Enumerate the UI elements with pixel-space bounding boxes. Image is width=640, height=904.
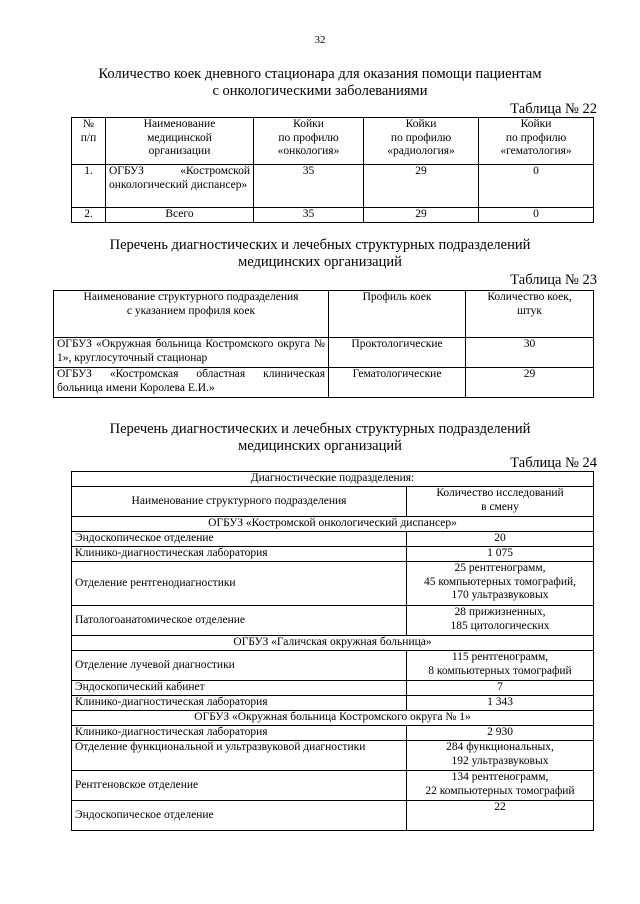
table23-header-cell — [54, 291, 329, 338]
table24-group-row — [72, 517, 594, 532]
table24-title — [60, 421, 580, 455]
table24-cell: 25 рентгенограмм, 45 компьютерных томографий, 170 ультразвуковых — [407, 562, 594, 606]
table22-cell: 0 — [479, 165, 594, 208]
table23-title-line2: медицинских организаций — [238, 254, 402, 270]
table23-cell: 29 — [466, 368, 594, 398]
table24-cell: Патологоанатомическое отделение — [72, 606, 407, 636]
table22-cell: 0 — [479, 208, 594, 223]
table23-cell: ОГБУЗ «Окружная больница Костромского округа № 1», круглосуточный стационар — [54, 338, 329, 368]
table24-cell: Эндоскопический кабинет — [72, 681, 407, 696]
table23-header-text: Профиль коек — [362, 291, 432, 303]
table24-group-name: ОГБУЗ «Окружная больница Костромского округа № 1» — [72, 711, 594, 726]
table24-cell: Эндоскопическое отделение — [72, 801, 407, 831]
table24-top-header: Диагностические подразделения: — [72, 472, 594, 487]
table24-group-row — [72, 711, 594, 726]
table22-title-line2: с онкологическими заболеваниями — [212, 83, 428, 99]
table24-title-line2: медицинских организаций — [238, 438, 402, 454]
table24-title-line1: Перечень диагностических и лечебных структурных подразделений — [109, 421, 531, 437]
table23-row — [54, 338, 594, 368]
page-number: 32 — [314, 34, 326, 46]
table24-row — [72, 547, 594, 562]
table24-cell: Эндоскопическое отделение — [72, 532, 407, 547]
table24-cell: 22 — [407, 801, 594, 831]
table22-cell: 29 — [364, 165, 479, 208]
table24-top-header-row — [72, 472, 594, 487]
table24-row — [72, 562, 594, 606]
table23-cell: Проктологические — [329, 338, 466, 368]
table22-label: Таблица № 22 — [510, 101, 597, 117]
table24-cell: 115 рентгенограмм, 8 компьютерных томографий — [407, 651, 594, 681]
table24-row — [72, 741, 594, 771]
table22-header-cell — [72, 118, 106, 165]
table22-header-text: Койки по профилю «гематология» — [500, 118, 572, 157]
table24-header-cell: Количество исследований в смену — [407, 487, 594, 517]
table23-header-text: Количество коек, штук — [487, 291, 572, 317]
table23-header-cell — [466, 291, 594, 338]
table24-cell: Клинико-диагностическая лаборатория — [72, 547, 407, 562]
table22-header-text: Койки по профилю «радиология» — [387, 118, 455, 157]
table22-cell: 35 — [254, 165, 364, 208]
table22-header-text: Наименование медицинской организации — [143, 118, 216, 157]
table22-cell: ОГБУЗ «Костромской онкологический диспансер» — [106, 165, 254, 208]
table24-cell: Отделение лучевой диагностики — [72, 651, 407, 681]
table24-cell: Отделение функциональной и ультразвуковой диагностики — [72, 741, 407, 771]
table24-group-name: ОГБУЗ «Костромской онкологический диспансер» — [72, 517, 594, 532]
table24-header-cell: Наименование структурного подразделения — [72, 487, 407, 517]
table23-label: Таблица № 23 — [510, 272, 597, 288]
table22-cell: 2. — [72, 208, 106, 223]
table24-cell: 134 рентгенограмм, 22 компьютерных томографий — [407, 771, 594, 801]
table24-label: Таблица № 24 — [510, 455, 597, 471]
table24-row — [72, 532, 594, 547]
table24-group-row — [72, 636, 594, 651]
table23-cell: 30 — [466, 338, 594, 368]
table22-cell: 1. — [72, 165, 106, 208]
table24-cell: Клинико-диагностическая лаборатория — [72, 726, 407, 741]
table23-header-text: Наименование структурного подразделения с указанием профиля коек — [83, 291, 299, 317]
table22-row — [72, 165, 594, 208]
table24-group-name: ОГБУЗ «Галичская окружная больница» — [72, 636, 594, 651]
table22-header-cell — [254, 118, 364, 165]
table23-title-line1: Перечень диагностических и лечебных структурных подразделений — [109, 237, 531, 253]
table24-cell: 28 прижизненных, 185 цитологических — [407, 606, 594, 636]
table24-cell: 1 343 — [407, 696, 594, 711]
table22-cell: Всего — [106, 208, 254, 223]
table22-title-line1: Количество коек дневного стационара для оказания помощи пациентам — [98, 66, 542, 82]
table24-cell: 1 075 — [407, 547, 594, 562]
table23-cell: ОГБУЗ «Костромская областная клиническая больница имени Королева Е.И.» — [54, 368, 329, 398]
table22 — [71, 117, 594, 223]
table24-row — [72, 771, 594, 801]
table24-row — [72, 726, 594, 741]
table23-header-row — [54, 291, 594, 338]
table24-header-row — [72, 487, 594, 517]
table24-cell: Отделение рентгенодиагностики — [72, 562, 407, 606]
table24-cell: 284 функциональных, 192 ультразвуковых — [407, 741, 594, 771]
table24-cell: Рентгеновское отделение — [72, 771, 407, 801]
table22-header-cell — [479, 118, 594, 165]
table24 — [71, 471, 594, 831]
table23-header-cell — [329, 291, 466, 338]
table22-header-text: № п/п — [80, 118, 97, 144]
table23-title — [60, 237, 580, 271]
table24-cell: 20 — [407, 532, 594, 547]
table22-cell: 29 — [364, 208, 479, 223]
table23-row — [54, 368, 594, 398]
table22-header-text: Койки по профилю «онкология» — [277, 118, 340, 157]
table22-title — [60, 66, 580, 100]
table24-cell: Клинико-диагностическая лаборатория — [72, 696, 407, 711]
table22-header-cell — [106, 118, 254, 165]
table24-row — [72, 681, 594, 696]
table24-row — [72, 606, 594, 636]
table23-cell: Гематологические — [329, 368, 466, 398]
table22-header-cell — [364, 118, 479, 165]
table24-cell: 7 — [407, 681, 594, 696]
table24-row — [72, 696, 594, 711]
table22-header-row — [72, 118, 594, 165]
table22-row — [72, 208, 594, 223]
table22-cell: 35 — [254, 208, 364, 223]
table24-cell: 2 930 — [407, 726, 594, 741]
table23 — [53, 290, 594, 398]
table24-row — [72, 801, 594, 831]
table24-row — [72, 651, 594, 681]
